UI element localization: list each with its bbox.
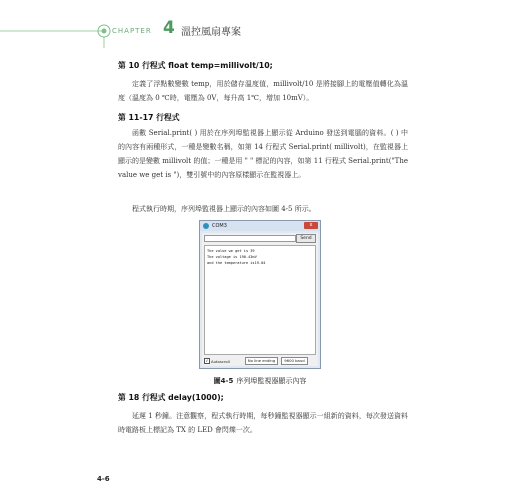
close-button[interactable]: x (304, 222, 318, 229)
autoscroll-checkbox[interactable] (204, 358, 230, 364)
checkbox-icon: ✓ (205, 358, 209, 363)
figure-caption-text: 序列埠監視器顯示內容 (236, 377, 307, 385)
heading-line-18: 第 18 行程式 delay(1000); (118, 393, 224, 402)
paragraph-line-10: 定義了浮點數變數 temp，用於儲存溫度值，millivolt/10 是將接腳上的電壓值轉化為溫度（溫度為 0 ℃時，電壓為 0V，每升高 1℃，增加 10mV）。 (118, 80, 408, 102)
chapter-label: CHAPTER (112, 27, 152, 35)
send-button[interactable]: Send (296, 234, 316, 243)
output-line: The value we get is 39 (207, 249, 255, 253)
header-dot (102, 29, 107, 34)
chapter-number: 4 (163, 18, 175, 38)
page-number: 4-6 (97, 475, 110, 483)
send-input[interactable] (204, 235, 296, 242)
paragraph-lines-11-17: 函數 Serial.print( ) 用於在序列埠監視器上顯示從 Arduino 發送到電腦的資料。( ) 中的內容有兩種形式，一種是變數名稱，如第 14 行程式 Serial.print( millivolt)，在監視器上顯示的是變數 millivolt 的值；一種是用 " " 標記的內容，如第 11 行程式 Serial.print("The value we get is ")，雙引號中的內容原樣顯示在監視器上。 (118, 129, 408, 179)
serial-output (204, 245, 316, 355)
heading-line-10: 第 10 行程式 float temp=millivolt/10; (118, 61, 273, 70)
figure-caption (0, 376, 520, 386)
window-body (202, 233, 318, 366)
monitor-bottom-bar (204, 357, 316, 365)
line-ending-select[interactable]: No line ending (245, 357, 278, 365)
output-line: and the temperature is19.04 (207, 261, 266, 265)
window-title: COM3 (212, 223, 227, 229)
output-line: The voltage is 190.43mV (207, 255, 257, 259)
heading-lines-11-17: 第 11-17 行程式 (118, 113, 180, 122)
window-titlebar (200, 221, 320, 231)
arduino-icon (203, 223, 209, 229)
paragraph-run-time: 程式執行時期，序列埠監視器上顯示的內容如圖 4-5 所示。 (132, 205, 316, 213)
chapter-header-decoration (0, 22, 520, 50)
serial-monitor-window (199, 220, 321, 369)
chapter-title: 溫控風扇專案 (181, 27, 241, 38)
paragraph-line-18: 延遲 1 秒鐘。注意觀察，程式執行時期，每秒鐘監視器顯示一組新的資料，每次發送資料時電路板上標記為 TX 的 LED 會閃爍一次。 (118, 412, 408, 434)
autoscroll-label: Autoscroll (211, 358, 230, 364)
baud-rate-select[interactable]: 9600 baud (281, 357, 307, 365)
figure-number: 圖4-5 (213, 377, 234, 385)
